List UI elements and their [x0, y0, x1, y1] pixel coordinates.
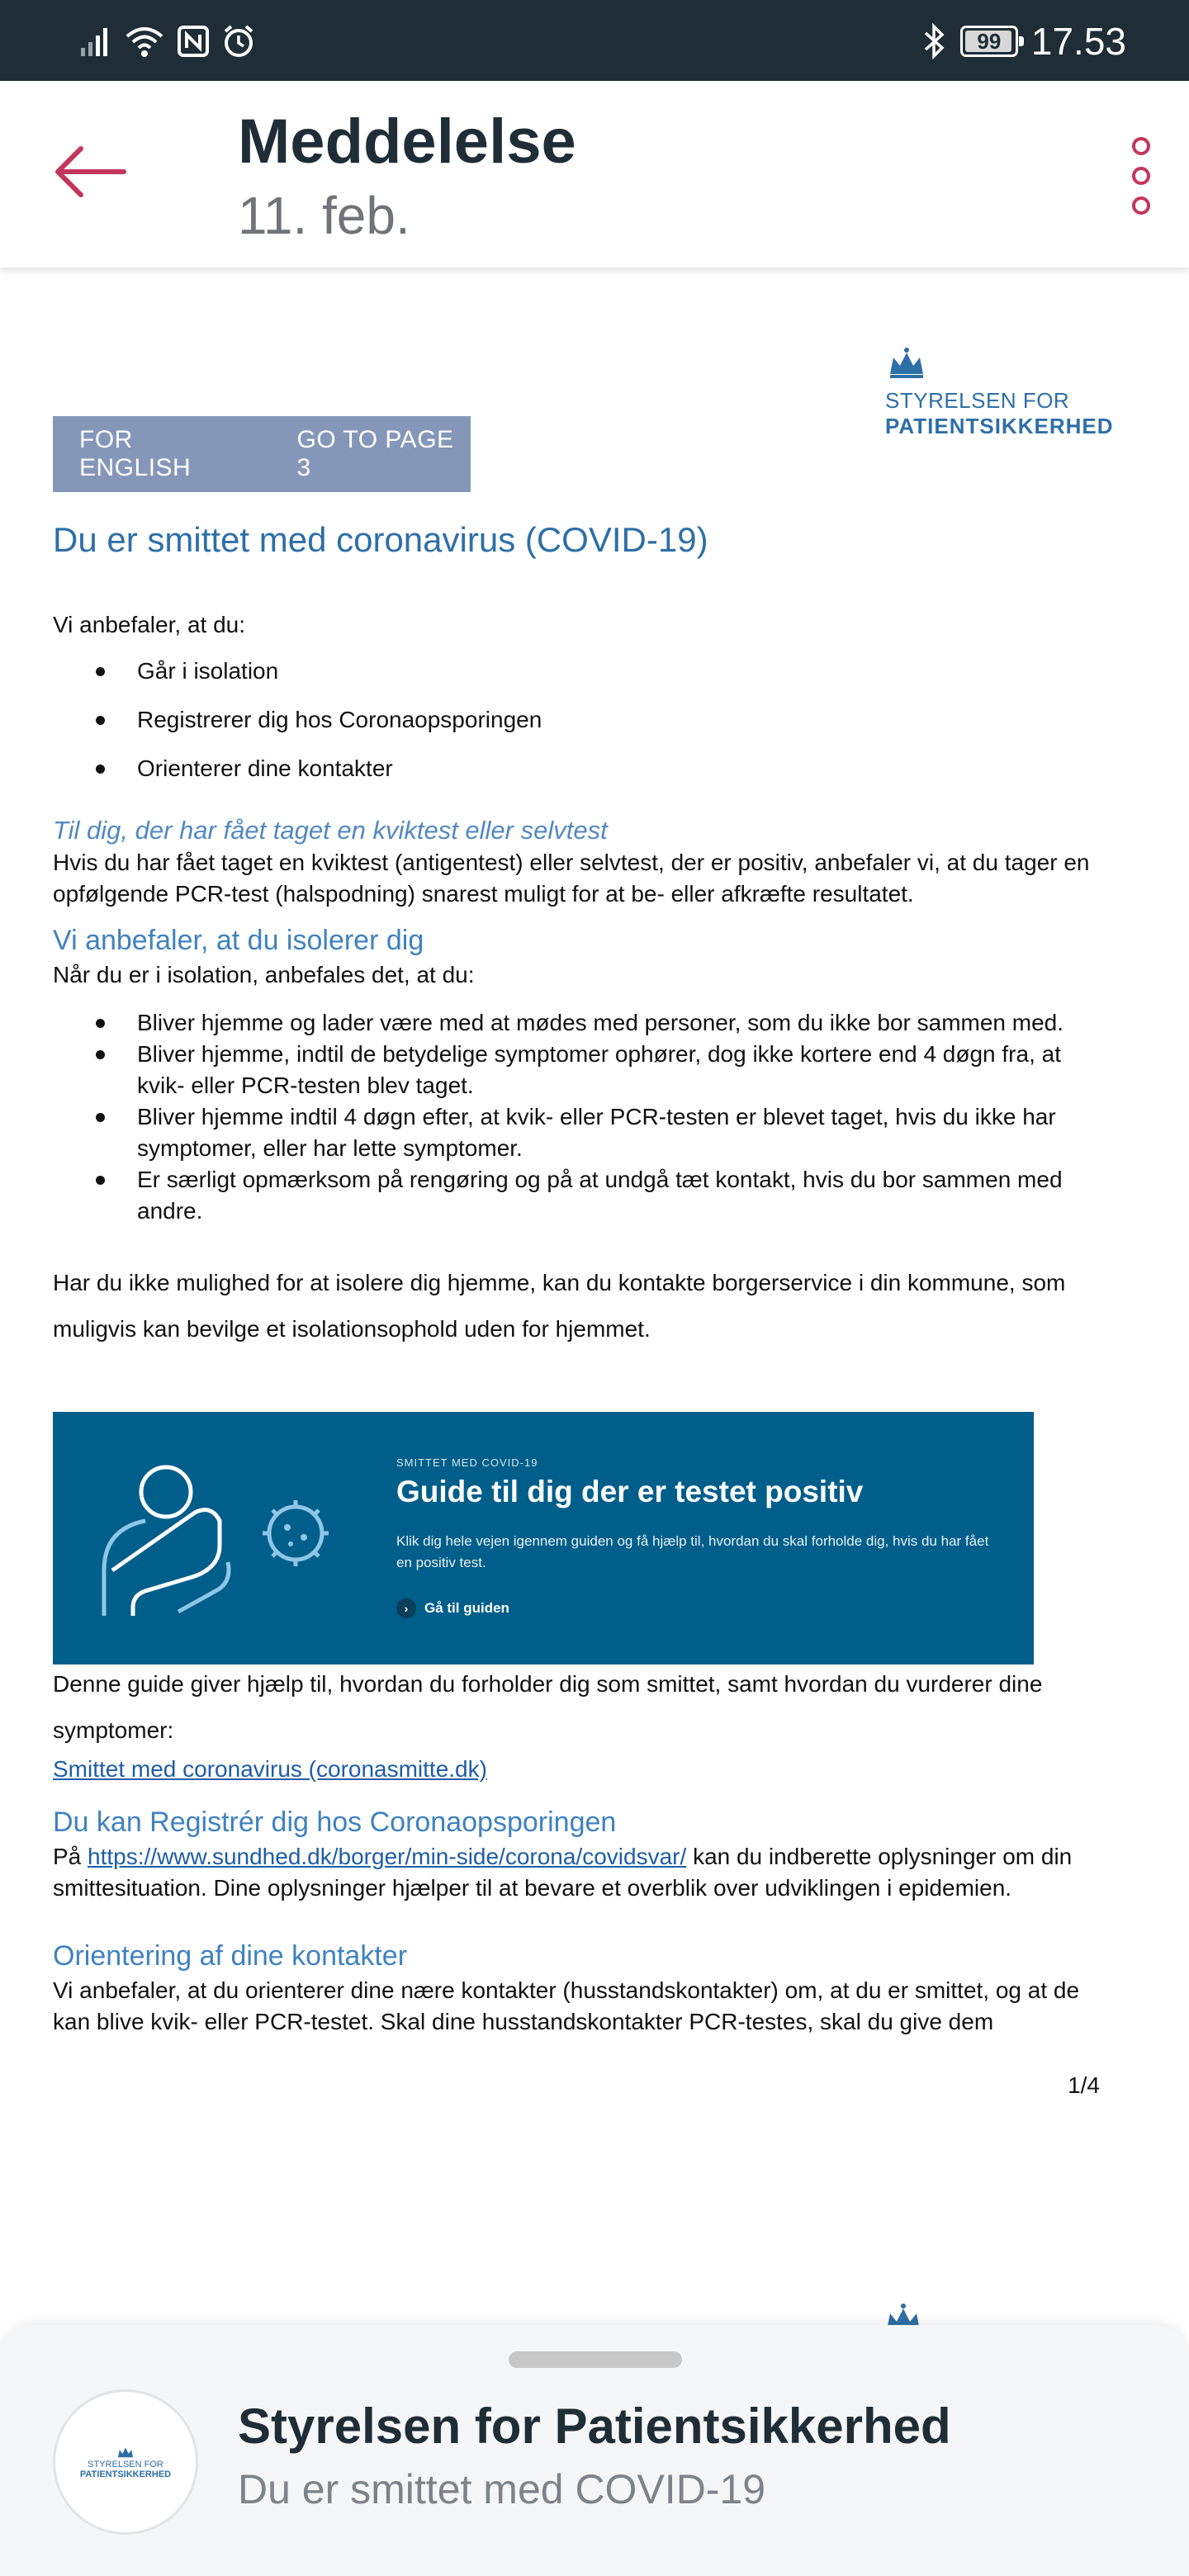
sender-avatar — [53, 2389, 198, 2535]
chevron-right-icon: › — [396, 1598, 416, 1618]
list-item: Registrerer dig hos Coronaopsporingen — [53, 704, 1118, 736]
logo-line1: STYRELSEN FOR — [885, 388, 1070, 413]
bluetooth-icon — [922, 23, 947, 59]
alarm-icon — [221, 24, 256, 59]
clock: 17.53 — [1030, 20, 1126, 63]
register-prefix: På — [53, 1844, 82, 1869]
guide-button[interactable] — [396, 1598, 509, 1618]
recommendation-list — [53, 656, 1118, 784]
register-text: kan du indberette oplysninger om din smittesituation. Dine oplysninger hjælper til at bevare et overblik over udviklingen i epidemien. — [53, 1844, 1073, 1901]
page-number: 1/4 — [1068, 2072, 1100, 2098]
drag-handle[interactable] — [509, 2351, 682, 2368]
document-heading: Du er smittet med coronavirus (COVID-19) — [53, 520, 708, 559]
signal-icon — [79, 25, 112, 58]
crown-icon — [887, 346, 926, 379]
page-title: Meddelelse — [238, 107, 576, 177]
list-item: Bliver hjemme, indtil de betydelige symptomer ophører, dog ikke kortere end 4 døgn fra, at kvik- eller PCR-testen blev taget. — [53, 1039, 1101, 1101]
message-subject: Du er smittet med COVID-19 — [238, 2466, 766, 2512]
isolation-intro: Når du er i isolation, anbefales det, at du: — [53, 962, 475, 987]
intro-text: Vi anbefaler, at du: — [53, 612, 245, 637]
language-links — [53, 416, 471, 492]
banner-text: Klik dig hele vejen igennem guiden og få hjælp til, hvordan du skal forholde dig, hvis du har fået en positiv test. — [396, 1533, 989, 1570]
guide-banner[interactable] — [53, 1412, 1034, 1664]
agency-logo — [885, 346, 1114, 439]
guide-text: Denne guide giver hjælp til, hvordan du forholder dig som smittet, samt hvordan du vurderer dine symptomer: — [53, 1671, 1043, 1743]
avatar-line1: STYRELSEN FOR — [88, 2460, 163, 2469]
isolation-outro: Har du ikke mulighed for at isolere dig hjemme, kan du kontakte borgerservice i din kommune, som muligvis kan bevilge et isolationsophold uden for hjemmet. — [53, 1270, 1066, 1342]
quicktest-text: Hvis du har fået taget en kviktest (antigentest) eller selvtest, der er positiv, anbefaler vi, at du tager en opfølgende PCR-test (halspodning) snarest muligt for at be- eller afkræfte resultatet. — [53, 850, 1090, 907]
back-arrow-icon — [50, 139, 132, 205]
list-item: Bliver hjemme og lader være med at mødes med personer, som du ikke bor sammen med. — [53, 1007, 1101, 1039]
list-item: Bliver hjemme indtil 4 døgn efter, at kvik- eller PCR-testen er blevet taget, hvis du ikke har symptomer, eller har lette symptomer. — [53, 1101, 1101, 1164]
app-header — [0, 81, 1189, 268]
sender-sheet[interactable] — [0, 2325, 1189, 2576]
contacts-text: Vi anbefaler, at du orienterer dine nære kontakter (husstandskontakter) om, at du er smittet, og at de kan blive kvik- eller PCR-testet. Skal dine husstandskontakter PCR-testes, skal du give dem — [53, 1977, 1080, 2034]
guide-button-label: Gå til guiden — [424, 1600, 509, 1616]
battery-level: 99 — [977, 28, 1002, 54]
menu-dot-icon — [1132, 197, 1150, 215]
list-item: Orienterer dine kontakter — [53, 753, 1118, 784]
sender-name: Styrelsen for Patientsikkerhed — [238, 2398, 951, 2454]
avatar-line2: PATIENTSIKKERHED — [79, 2469, 172, 2479]
back-button[interactable] — [50, 139, 132, 205]
list-item: Er særligt opmærksom på rengøring og på at undgå tæt kontakt, hvis du bor sammen med andre. — [53, 1164, 1101, 1227]
register-heading: Du kan Registrér dig hos Coronaopsporingen — [53, 1807, 617, 1838]
document-view[interactable] — [0, 268, 1189, 2328]
isolation-heading: Vi anbefaler, at du isolerer dig — [53, 925, 424, 956]
battery-icon — [960, 26, 1018, 57]
more-options-button[interactable] — [1116, 130, 1166, 221]
nfc-icon — [177, 25, 210, 58]
page-3-link[interactable]: GO TO PAGE 3 — [296, 426, 454, 481]
status-icons-left — [79, 18, 256, 64]
guide-link[interactable]: Smittet med coronavirus (coronasmitte.dk) — [53, 1756, 487, 1782]
english-link[interactable]: FOR ENGLISH — [79, 426, 192, 481]
status-bar — [0, 0, 1189, 81]
person-virus-icon — [96, 1455, 343, 1620]
status-icons-right — [922, 17, 1126, 66]
wifi-icon — [124, 25, 165, 58]
covidsvar-link[interactable]: https://www.sundhed.dk/borger/min-side/corona/covidsvar/ — [88, 1844, 687, 1869]
quicktest-heading: Til dig, der har fået taget en kviktest eller selvtest — [53, 816, 608, 845]
banner-title: Guide til dig der er testet positiv — [396, 1475, 864, 1508]
register-paragraph — [53, 1841, 1118, 1904]
list-item: Går i isolation — [53, 656, 1118, 687]
menu-dot-icon — [1132, 167, 1150, 185]
crown-icon — [116, 2445, 135, 2460]
logo-line2: PATIENTSIKKERHED — [885, 414, 1114, 438]
message-date: 11. feb. — [238, 186, 410, 245]
contacts-heading: Orientering af dine kontakter — [53, 1940, 408, 1972]
banner-kicker: SMITTET MED COVID-19 — [396, 1456, 538, 1469]
menu-dot-icon — [1132, 137, 1150, 155]
isolation-list — [53, 1007, 1101, 1227]
